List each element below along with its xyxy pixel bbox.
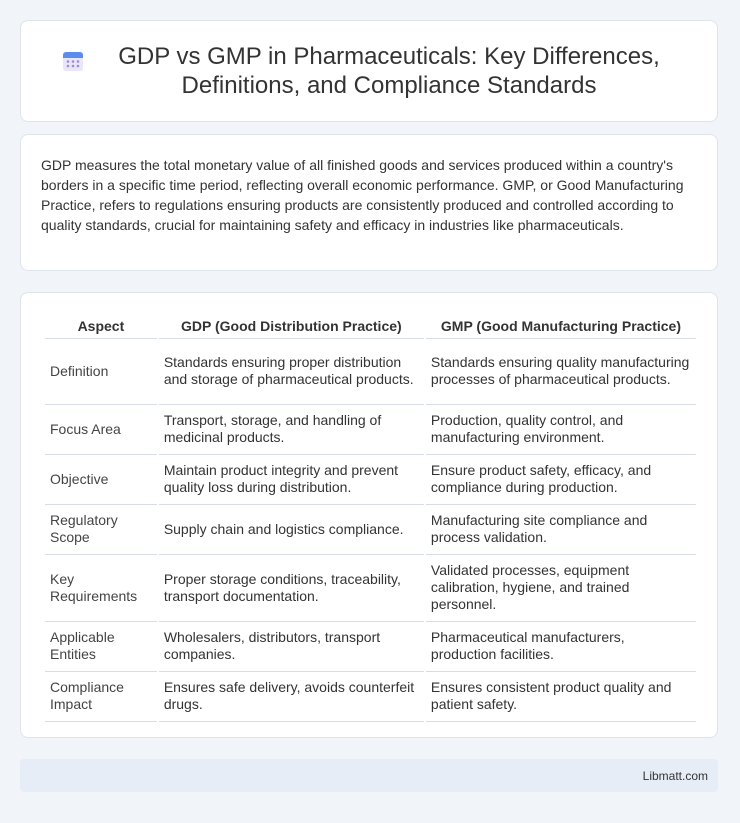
- gmp-cell: Manufacturing site compliance and process validation.: [426, 505, 696, 555]
- aspect-cell: Compliance Impact: [45, 672, 157, 722]
- footer-brand: Libmatt.com: [642, 768, 708, 783]
- calendar-icon: [61, 49, 85, 73]
- table-row: [45, 555, 696, 622]
- aspect-cell: Regulatory Scope: [45, 505, 157, 555]
- gmp-cell: Ensures consistent product quality and patient safety.: [426, 672, 696, 722]
- gdp-cell: Ensures safe delivery, avoids counterfeit drugs.: [159, 672, 424, 722]
- gmp-cell: Pharmaceutical manufacturers, production facilities.: [426, 622, 696, 672]
- title-card: [20, 20, 718, 122]
- table-row: [45, 622, 696, 672]
- gmp-cell: Standards ensuring quality manufacturing processes of pharmaceutical products.: [426, 339, 696, 405]
- gdp-cell: Standards ensuring proper distribution and storage of pharmaceutical products.: [159, 339, 424, 405]
- aspect-cell: Focus Area: [45, 405, 157, 455]
- title-wrap: [61, 42, 677, 100]
- column-header-aspect: Aspect: [45, 315, 157, 339]
- table-row: [45, 672, 696, 722]
- aspect-cell: Applicable Entities: [45, 622, 157, 672]
- gdp-cell: Proper storage conditions, traceability, transport documentation.: [159, 555, 424, 622]
- gmp-cell: Validated processes, equipment calibration, hygiene, and trained personnel.: [426, 555, 696, 622]
- gmp-cell: Ensure product safety, efficacy, and compliance during production.: [426, 455, 696, 505]
- gdp-cell: Supply chain and logistics compliance.: [159, 505, 424, 555]
- aspect-cell: Objective: [45, 455, 157, 505]
- table-row: [45, 405, 696, 455]
- column-header-gdp: GDP (Good Distribution Practice): [159, 315, 424, 339]
- table-row: [45, 505, 696, 555]
- comparison-table: [43, 315, 698, 722]
- intro-paragraph: GDP measures the total monetary value of all finished goods and services produced within a country's borders in a specific time period, reflecting overall economic performance. GMP, or Good Manufacturing Practice, refers to regulations ensuring products are consistently produced and controlled according to quality standards, crucial for maintaining safety and efficacy in industries like pharmaceuticals.: [41, 157, 684, 233]
- intro-card: [20, 134, 718, 271]
- column-header-gmp: GMP (Good Manufacturing Practice): [426, 315, 696, 339]
- aspect-cell: Definition: [45, 339, 157, 405]
- gdp-cell: Maintain product integrity and prevent quality loss during distribution.: [159, 455, 424, 505]
- table-row: [45, 339, 696, 405]
- footer: [20, 759, 718, 792]
- aspect-cell: Key Requirements: [45, 555, 157, 622]
- table-row: [45, 455, 696, 505]
- table-header-row: [45, 315, 696, 339]
- gmp-cell: Production, quality control, and manufacturing environment.: [426, 405, 696, 455]
- gdp-cell: Wholesalers, distributors, transport companies.: [159, 622, 424, 672]
- page-title: GDP vs GMP in Pharmaceuticals: Key Differences, Definitions, and Compliance Standards: [118, 43, 660, 99]
- gdp-cell: Transport, storage, and handling of medicinal products.: [159, 405, 424, 455]
- comparison-card: [20, 292, 718, 738]
